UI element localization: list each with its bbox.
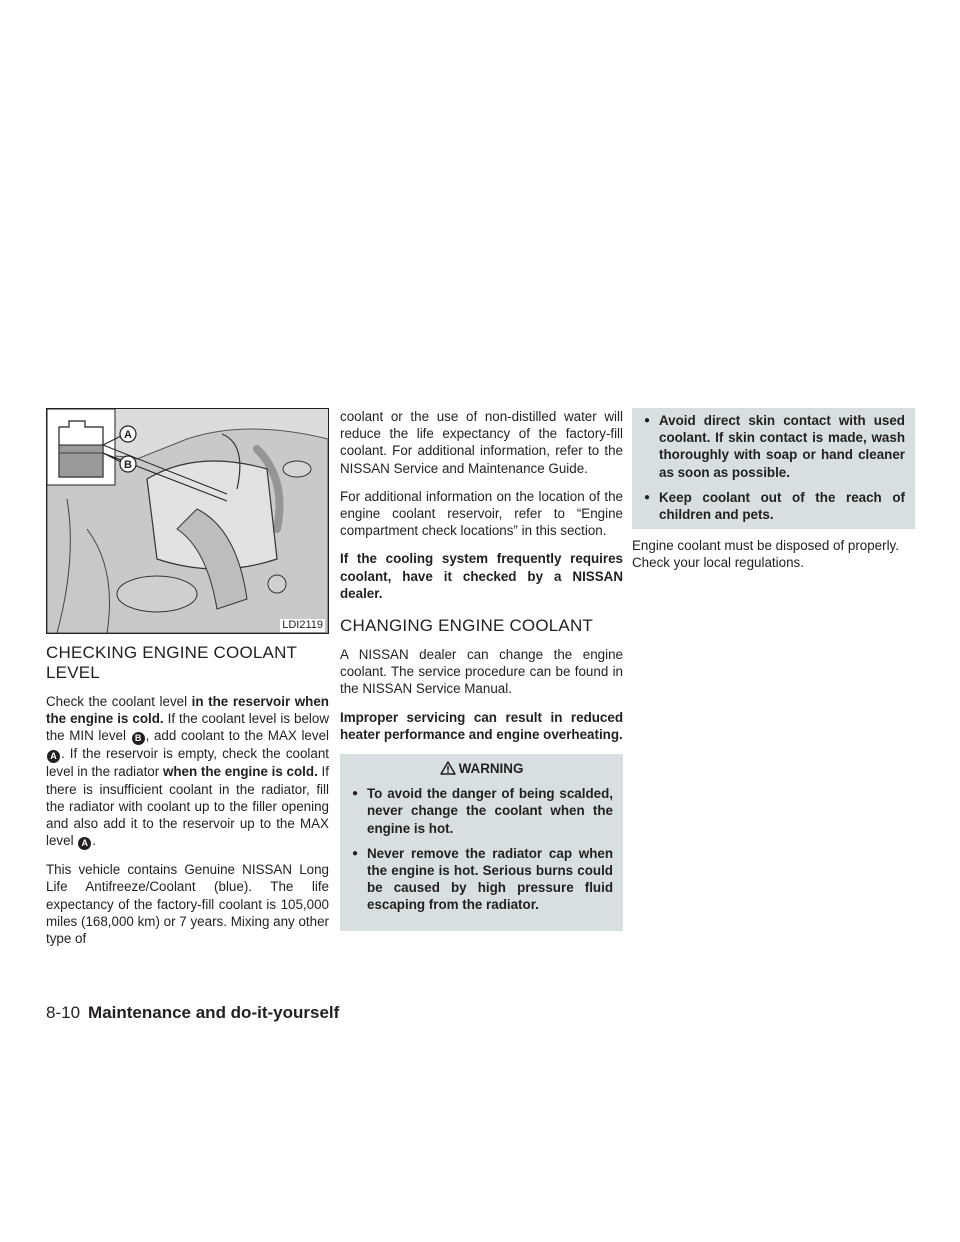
column-left [46,408,329,958]
figure-label-b: B [124,459,132,471]
warning-header [350,760,613,777]
warning-triangle-icon [440,761,456,775]
column-middle [340,408,623,931]
warning-item: ● To avoid the danger of being scalded, never change the coolant when the engine is hot. [350,785,613,837]
frequent-coolant-paragraph: If the cooling system frequently requires coolant, have it checked by a NISSAN dealer. [340,551,623,601]
coolant-reservoir-figure [46,408,329,634]
checking-paragraph: Check the coolant level in the reservoir when the engine is cold. If the coolant level is below the MIN level B , add coolant to the MAX level A . If the reservoir is empty, check the coolant level in the radiator when the engine is cold. If there is insufficient coolant in the radiator, fill the radiator with coolant up to the filler opening and also add it to the reservoir up to the MAX level A . [46,694,329,849]
warning-box-continued [632,408,915,529]
engine-illustration [47,409,328,633]
dealer-change-paragraph: A NISSAN dealer can change the engine coolant. The service procedure can be found in the NISSAN Service Manual. [340,647,623,697]
figure-label-a: A [124,429,132,441]
disposal-paragraph: Engine coolant must be disposed of properly. Check your local regulations. [632,538,899,571]
warning-item: ● Keep coolant out of the reach of children and pets. [642,489,905,523]
coolant-continued-paragraph: coolant or the use of non-distilled water will reduce the life expectancy of the factory-fill coolant. For additional information, refer to the NISSAN Service and Maintenance Guide. [340,409,623,476]
max-level-marker-icon: A [78,837,91,850]
warning-title: WARNING [458,761,524,777]
figure-code: LDI2119 [282,619,323,631]
warning-item: ● Avoid direct skin contact with used coolant. If skin contact is made, wash thoroughly with soap or hand cleaner as soon as possible. [642,412,905,481]
reservoir-location-paragraph: For additional information on the location of the engine coolant reservoir, refer to “Engine compartment check locations” in this section. [340,488,623,539]
warning-list-continued [642,412,905,523]
section-heading-changing: CHANGING ENGINE COOLANT [340,616,594,636]
page-footer [46,1003,339,1023]
max-level-marker-icon: A [47,750,60,763]
improper-servicing-paragraph: Improper servicing can result in reduced heater performance and engine overheating. [340,709,623,742]
min-level-marker-icon: B [132,732,145,745]
warning-list [350,785,613,913]
column-right [632,408,915,583]
page-number: 8-10 [46,1003,81,1022]
section-heading-checking: CHECKING ENGINE COOLANT LEVEL [46,643,297,682]
section-title: Maintenance and do-it-yourself [88,1003,340,1022]
warning-box [340,754,623,931]
warning-item: ● Never remove the radiator cap when the engine is hot. Serious burns could be caused by high pressure fluid escaping from the radiator. [350,845,613,914]
coolant-type-paragraph: This vehicle contains Genuine NISSAN Long Life Antifreeze/Coolant (blue). The life expectancy of the factory-fill coolant is 105,000 miles (168,000 km) or 7 years. Mixing any other type of [46,862,329,947]
